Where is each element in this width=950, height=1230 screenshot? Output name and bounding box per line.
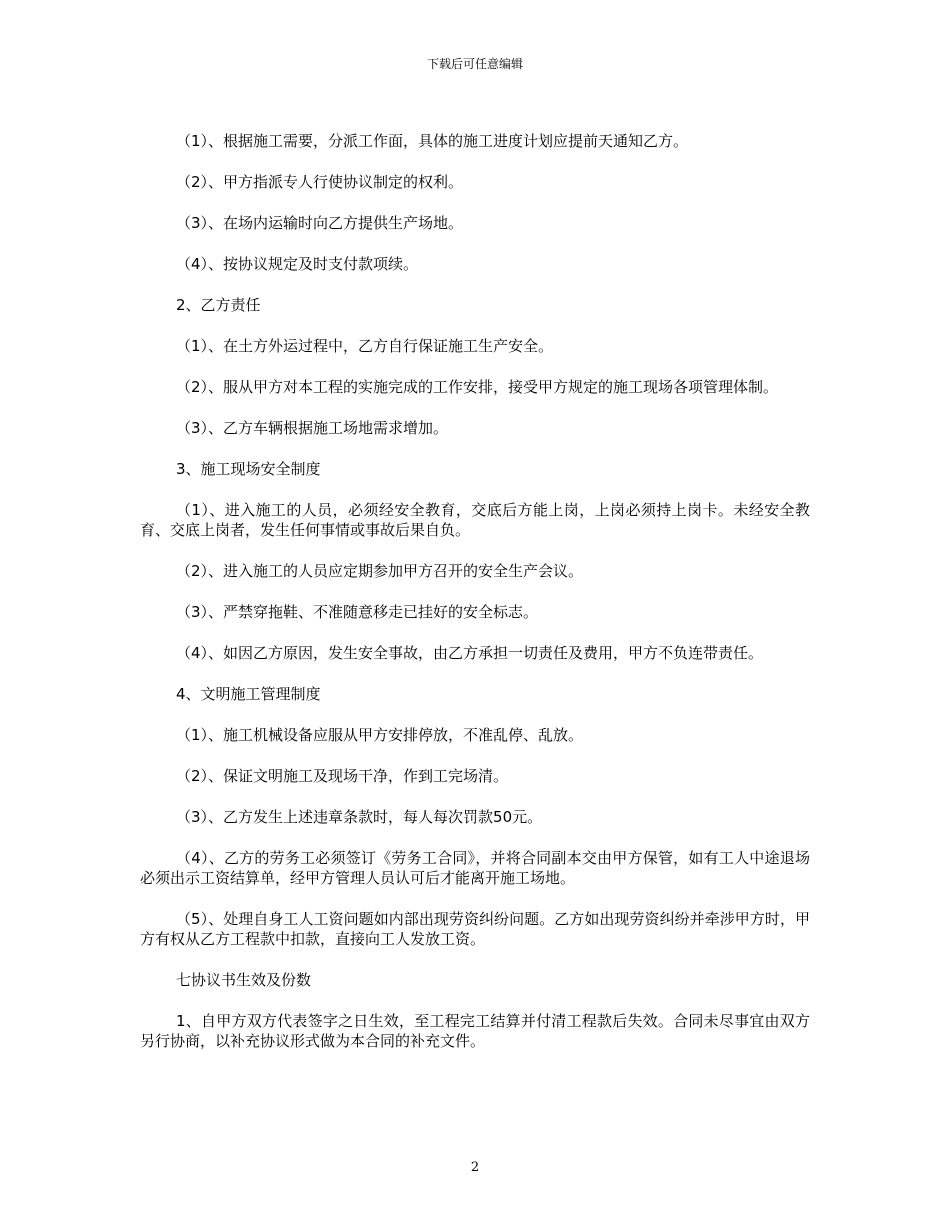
paragraph-11: （2）、进入施工的人员应定期参加甲方召开的安全生产会议。	[176, 562, 584, 580]
paragraph-10: （1）、进入施工的人员，必须经安全教育，交底后方能上岗，上岗必须持上岗卡。未经安全教育、交底上岗者，发生任何事情或事故后果自负。	[140, 501, 810, 539]
paragraph-1: （1）、根据施工需要，分派工作面，具体的施工进度计划应提前天通知乙方。	[176, 132, 689, 150]
section-heading-party-b-responsibility: 2、乙方责任	[176, 296, 261, 314]
section-heading-civilized-construction: 4、文明施工管理制度	[176, 685, 321, 703]
paragraph-18: （4）、乙方的劳务工必须签订《劳务工合同》，并将合同副本交由甲方保管，如有工人中途退场必须出示工资结算单，经甲方管理人员认可后才能离开施工场地。	[140, 849, 810, 887]
paragraph-17: （3）、乙方发生上述违章条款时，每人每次罚款50元。	[176, 808, 543, 826]
paragraph-12: （3）、严禁穿拖鞋、不准随意移走已挂好的安全标志。	[176, 603, 539, 621]
paragraph-2: （2）、甲方指派专人行使协议制定的权利。	[176, 173, 464, 191]
paragraph-19: （5）、处理自身工人工资问题如内部出现劳资纠纷问题。乙方如出现劳资纠纷并牵涉甲方时，甲方有权从乙方工程款中扣款，直接向工人发放工资。	[140, 910, 810, 948]
paragraph-6: （1）、在土方外运过程中，乙方自行保证施工生产安全。	[176, 337, 554, 355]
paragraph-16: （2）、保证文明施工及现场干净，作到工完场清。	[176, 767, 509, 785]
page-number: 2	[470, 1160, 480, 1175]
paragraph-13: （4）、如因乙方原因，发生安全事故，由乙方承担一切责任及费用，甲方不负连带责任。	[176, 644, 764, 662]
paragraph-3: （3）、在场内运输时向乙方提供生产场地。	[176, 214, 464, 232]
document-body	[140, 131, 810, 1072]
paragraph-15: （1）、施工机械设备应服从甲方安排停放，不准乱停、乱放。	[176, 726, 584, 744]
paragraph-7: （2）、服从甲方对本工程的实施完成的工作安排，接受甲方规定的施工现场各项管理体制。	[176, 378, 779, 396]
paragraph-8: （3）、乙方车辆根据施工场地需求增加。	[176, 419, 449, 437]
paragraph-4: （4）、按协议规定及时支付款项续。	[176, 255, 419, 273]
section-heading-effectiveness: 七协议书生效及份数	[176, 971, 312, 989]
page-header: 下载后可任意编辑	[426, 57, 523, 71]
paragraph-21: 1、自甲方双方代表签字之日生效，至工程完工结算并付清工程款后失效。合同未尽事宜由双方另行协商，以补充协议形式做为本合同的补充文件。	[140, 1012, 810, 1050]
section-heading-site-safety: 3、施工现场安全制度	[176, 460, 321, 478]
